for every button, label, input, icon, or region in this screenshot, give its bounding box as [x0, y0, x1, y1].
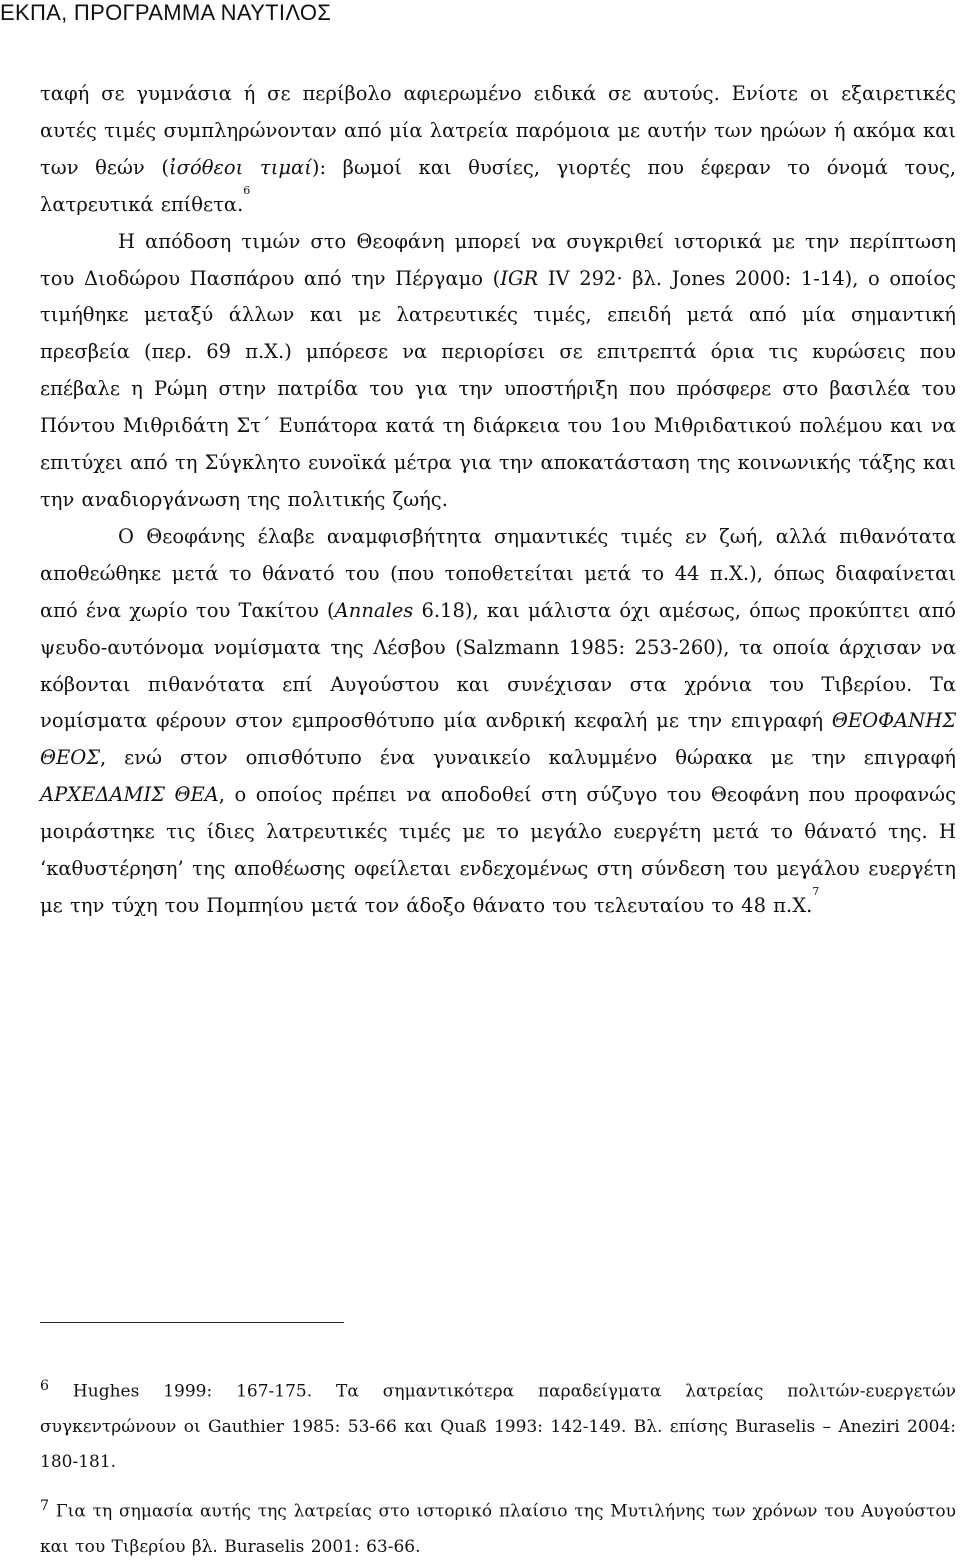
italic-term: IGR: [500, 266, 539, 290]
footnote-text: Για τη σημασία αυτής της λατρείας στο ιστορικό πλαίσιο της Μυτιλήνης των χρόνων του Αυγούστου και του Τιβερίου βλ. Buraselis 2001: 63-66.: [40, 1501, 957, 1558]
footnote-ref-6[interactable]: 6: [243, 183, 251, 197]
paragraph-1: [40, 76, 956, 224]
main-text: [40, 76, 956, 925]
page-header: ΕΚΠΑ, ΠΡΟΓΡΑΜΜΑ ΝΑΥΤΙΛΟΣ: [0, 0, 332, 25]
paragraph-2: [40, 224, 956, 519]
text-run: ): βωμοί και θυσίες, γιορτές που έφεραν το όνομά τους, λατρευτικά επίθετα.: [40, 155, 956, 216]
footnote-ref-7[interactable]: 7: [812, 884, 820, 898]
italic-term: Annales: [334, 598, 414, 622]
text-run: IV 292· βλ. Jones 2000: 1-14), ο οποίος τιμήθηκε μεταξύ άλλων και με λατρευτικές τιμές, επειδή μετά από μία σημαντική πρεσβεία (περ. 69 π.Χ.) μπόρεσε να περιορίσει σε επιτρεπτά όρια τις κυρώσεις που επέβαλε η Ρώμη στην πατρίδα του για την υποστήριξη που πρόσφερε στο βασιλέα του Πόντου Μιθριδάτη Στ΄ Ευπάτορα κατά τη διάρκεια του 1ου Μιθριδατικού πολέμου και να επιτύχει από τη Σύγκλητο ευνοϊκά μέτρα για την αποκατάσταση της κοινωνικής τάξης και την αναδιοργάνωση της πολιτικής ζωής.: [40, 266, 956, 511]
footnote-6: [40, 1369, 956, 1480]
text-run: , ο οποίος πρέπει να αποδοθεί στη σύζυγο του Θεοφάνη που προφανώς μοιράστηκε τις ίδιες λατρευτικές τιμές με το μεγάλο ευεργέτη μετά το θάνατό της. Η ‘καθυστέρηση’ της αποθέωσης οφείλεται ενδεχομένως στη σύνδεση του μεγάλου ευεργέτη με την τύχη του Πομπηίου μετά τον άδοξο θάνατο του τελευταίου το 48 π.Χ.: [40, 783, 956, 917]
footnotes: [40, 1369, 956, 1565]
italic-inscription: ΘΕΟΦΑΝΗΣ ΘΕΟΣ: [40, 709, 956, 770]
italic-term: ἰσόθεοι τιμαί: [169, 155, 312, 179]
footnote-text: Hughes 1999: 167-175. Τα σημαντικότερα παραδείγματα λατρείας πολιτών-ευεργετών συγκεντρώνουν οι Gauthier 1985: 53-66 και Quaß 1993: 142-149. Βλ. επίσης Buraselis – Aneziri 2004: 180-181.: [40, 1381, 956, 1473]
paragraph-3: [40, 519, 956, 925]
text-run: Η απόδοση τιμών στο Θεοφάνη μπορεί να συγκριθεί ιστορικά με την περίπτωση του Διοδώρου Πασπάρου από την Πέργαμο (: [40, 229, 956, 290]
text-run: Ο Θεοφάνης έλαβε αναμφισβήτητα σημαντικές τιμές εν ζωή, αλλά πιθανότατα αποθεώθηκε μετά το θάνατό του (που τοποθετείται μετά το 44 π.Χ.), όπως διαφαίνεται από ένα χωρίο του Τακίτου (: [40, 524, 956, 622]
footnote-7: [40, 1489, 956, 1565]
text-run: , ενώ στον οπισθότυπο ένα γυναικείο καλυμμένο θώρακα με την επιγραφή: [100, 746, 956, 770]
footnote-separator: [40, 1322, 344, 1323]
text-run: 6.18), και μάλιστα όχι αμέσως, όπως προκύπτει από ψευδο-αυτόνομα νομίσματα της Λέσβου (Salzmann 1985: 253-260), τα οποία άρχισαν να κόβονται πιθανότατα επί Αυγούστου και συνέχισαν στα χρόνια του Τιβερίου. Τα νομίσματα φέρουν στον εμπροσθότυπο μία ανδρική κεφαλή με την επιγραφή: [40, 598, 956, 733]
footnote-number: 6: [40, 1378, 50, 1394]
footnote-number: 7: [40, 1498, 50, 1515]
italic-inscription: ΑΡΧΕΔΑΜΙΣ ΘΕΑ: [40, 783, 219, 807]
text-run: ταφή σε γυμνάσια ή σε περίβολο αφιερωμένο ειδικά σε αυτούς. Ενίοτε οι εξαιρετικές αυτές τιμές συμπληρώνονταν από μία λατρεία παρόμοια με αυτήν των ηρώων ή ακόμα και των θεών (: [40, 82, 956, 179]
